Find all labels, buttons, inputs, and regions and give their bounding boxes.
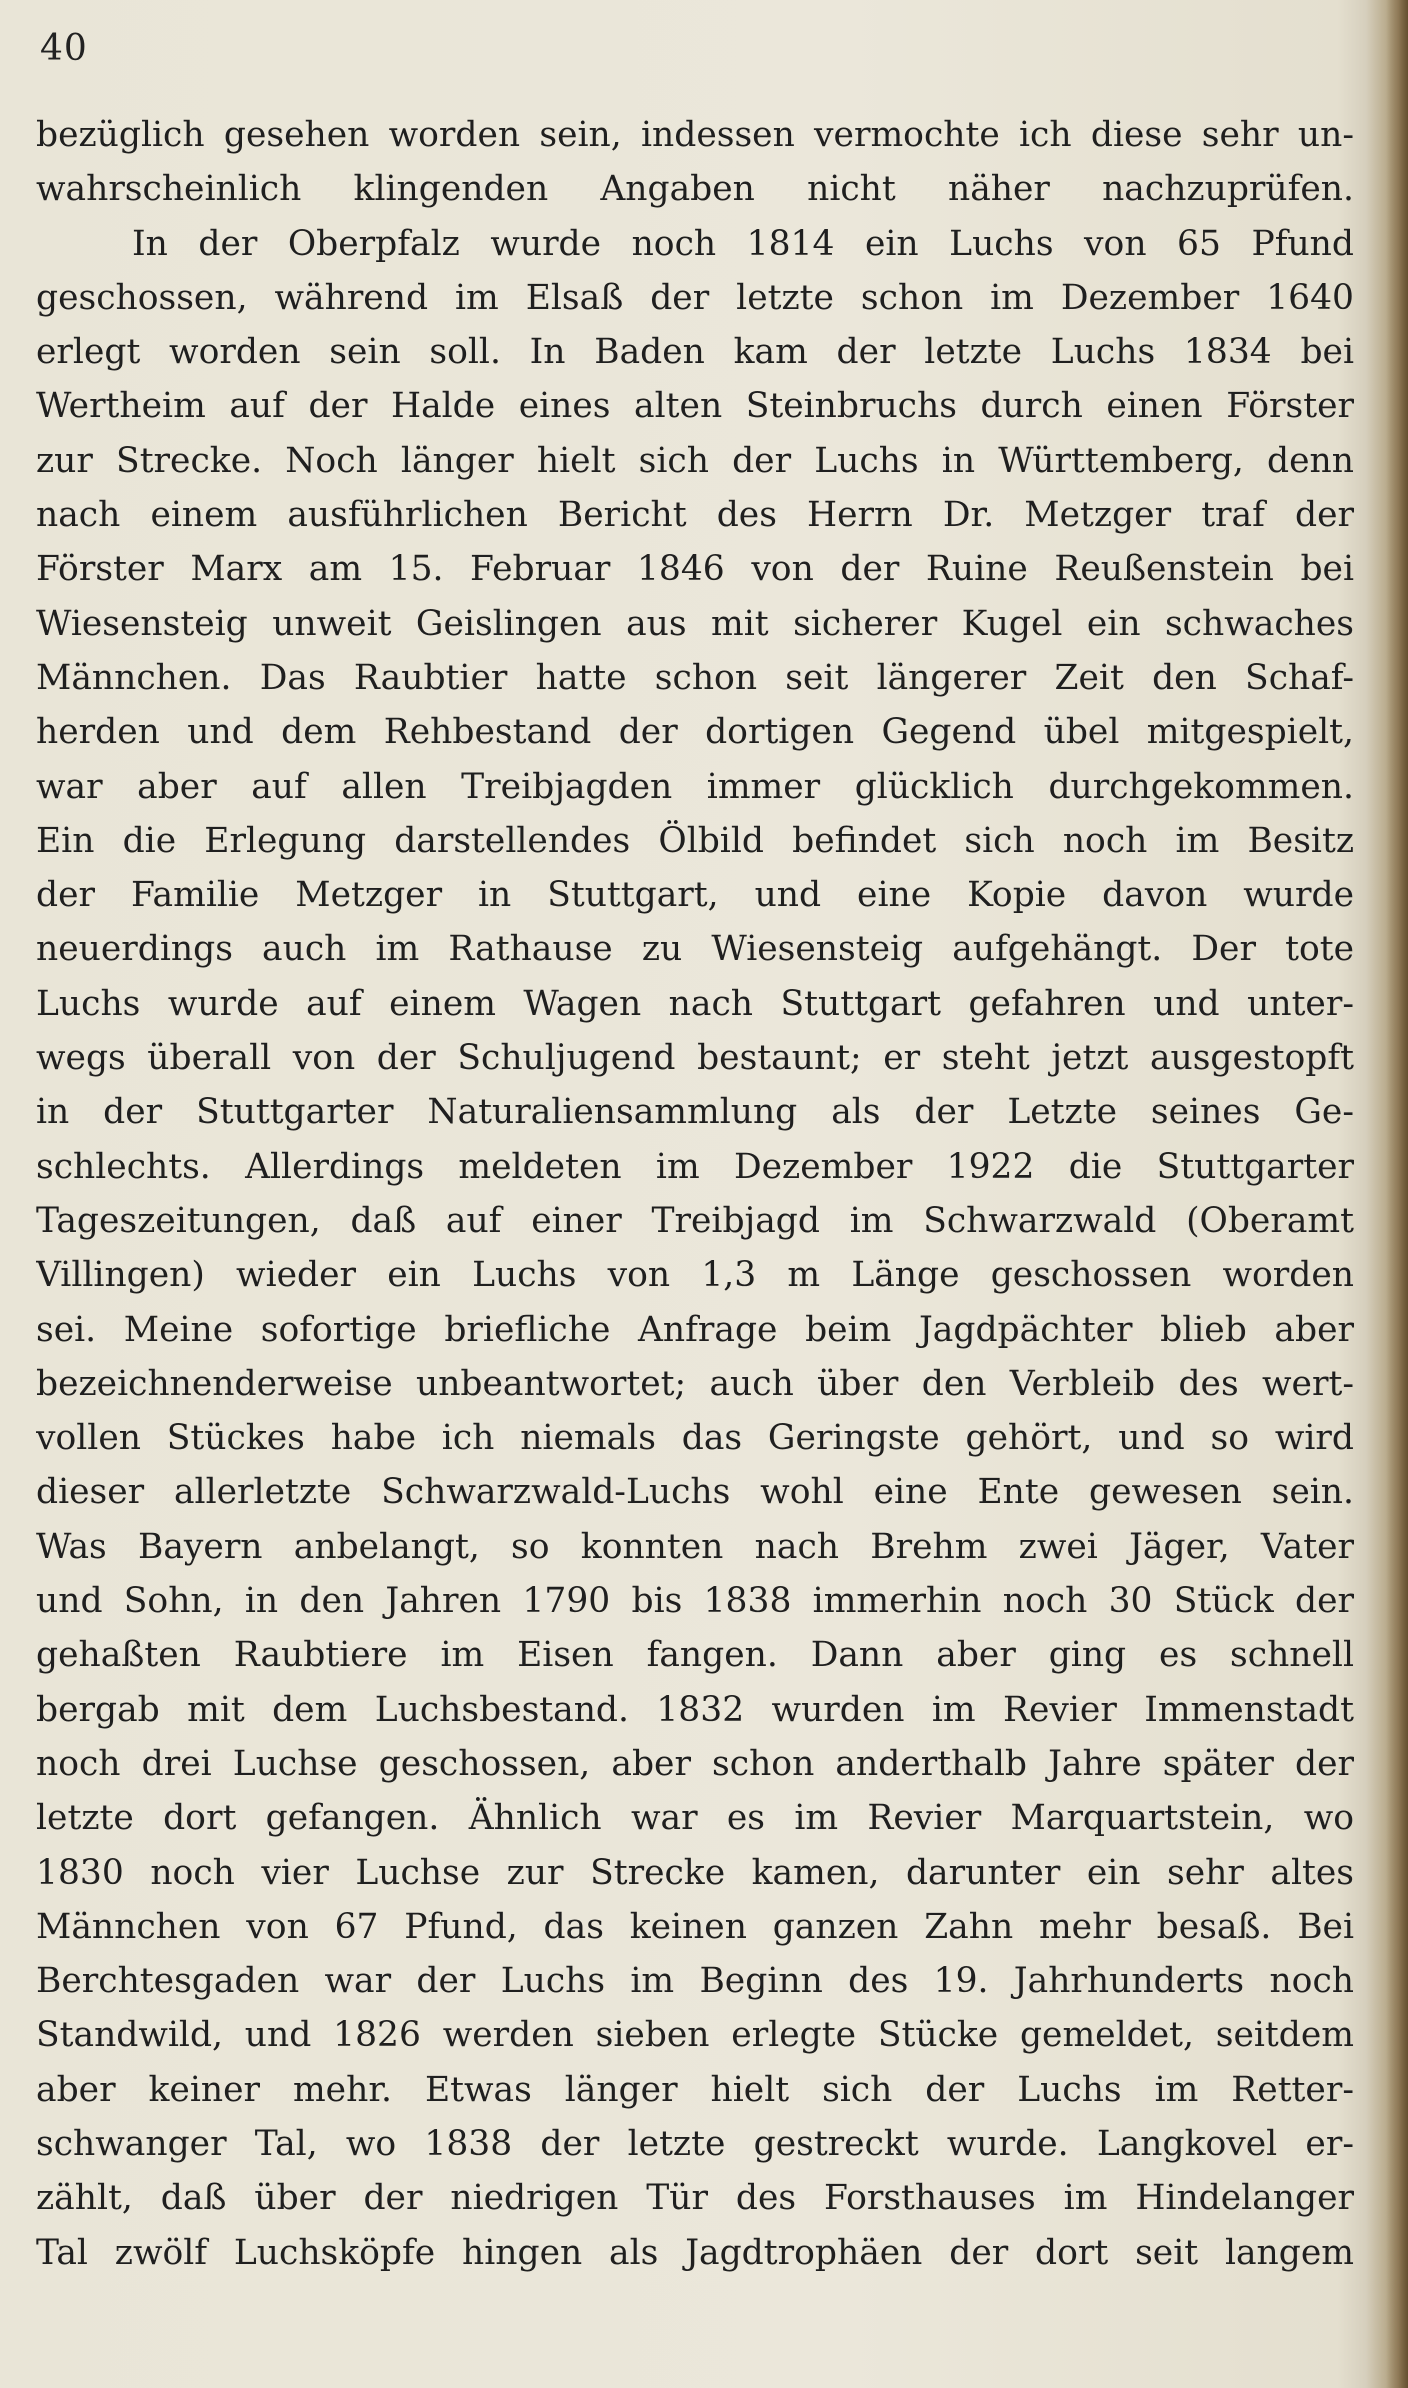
text-line: schlechts. Allerdings meldeten im Dezember 1922 die Stuttgarter [36, 1146, 1354, 1187]
text-line: der Familie Metzger in Stuttgart, und eine Kopie davon wurde [36, 875, 1354, 916]
text-line: Tal zwölf Luchsköpfe hingen als Jagdtrophäen der dort seit langem [36, 2232, 1354, 2273]
page-gutter-shadow [1386, 0, 1408, 2388]
text-line: zählt, daß über der niedrigen Tür des Forsthauses im Hindelanger [36, 2178, 1354, 2219]
text-line: Berchtesgaden war der Luchs im Beginn des 19. Jahrhunderts noch [36, 1961, 1354, 2002]
text-line: Wiesensteig unweit Geislingen aus mit sicherer Kugel ein schwaches [36, 603, 1354, 644]
text-line: nach einem ausführlichen Bericht des Herrn Dr. Metzger traf der [36, 495, 1354, 536]
text-line: Männchen von 67 Pfund, das keinen ganzen Zahn mehr besaß. Bei [36, 1906, 1354, 1947]
text-line: neuerdings auch im Rathause zu Wiesensteig aufgehängt. Der tote [36, 929, 1354, 970]
text-line: herden und dem Rehbestand der dortigen Gegend übel mitgespielt, [36, 712, 1354, 753]
text-line: noch drei Luchse geschossen, aber schon anderthalb Jahre später der [36, 1743, 1354, 1784]
text-line: vollen Stückes habe ich niemals das Geringste gehört, und so wird [36, 1418, 1354, 1459]
text-line: zur Strecke. Noch länger hielt sich der Luchs in Württemberg, denn [36, 440, 1354, 481]
text-line: Männchen. Das Raubtier hatte schon seit längerer Zeit den Schaf- [36, 657, 1354, 698]
text-line: und Sohn, in den Jahren 1790 bis 1838 immerhin noch 30 Stück der [36, 1581, 1354, 1622]
text-line: in der Stuttgarter Naturaliensammlung als der Letzte seines Ge- [36, 1092, 1354, 1133]
text-line: Luchs wurde auf einem Wagen nach Stuttgart gefahren und unter- [36, 983, 1354, 1024]
text-line: gehaßten Raubtiere im Eisen fangen. Dann aber ging es schnell [36, 1635, 1354, 1676]
text-line: Tageszeitungen, daß auf einer Treibjagd im Schwarzwald (Oberamt [36, 1200, 1354, 1241]
text-line: Villingen) wieder ein Luchs von 1,3 m Länge geschossen worden [36, 1255, 1354, 1296]
text-line: wahrscheinlich klingenden Angaben nicht näher nachzuprüfen. [36, 169, 1354, 210]
text-line: Standwild, und 1826 werden sieben erlegte Stücke gemeldet, seitdem [36, 2015, 1354, 2056]
text-line: Ein die Erlegung darstellendes Ölbild befindet sich noch im Besitz [36, 820, 1354, 861]
text-line: sei. Meine sofortige briefliche Anfrage beim Jagdpächter blieb aber [36, 1309, 1354, 1350]
text-line: bergab mit dem Luchsbestand. 1832 wurden im Revier Immenstadt [36, 1689, 1354, 1730]
text-line: bezüglich gesehen worden sein, indessen vermochte ich diese sehr un- [36, 115, 1354, 155]
text-line: schwanger Tal, wo 1838 der letzte gestreckt wurde. Langkovel er- [36, 2123, 1354, 2164]
text-line: In der Oberpfalz wurde noch 1814 ein Luchs von 65 Pfund [132, 223, 1354, 264]
text-line: 1830 noch vier Luchse zur Strecke kamen, darunter ein sehr altes [36, 1852, 1354, 1893]
text-line: war aber auf allen Treibjagden immer glücklich durchgekommen. [36, 766, 1354, 807]
text-line: letzte dort gefangen. Ähnlich war es im Revier Marquartstein, wo [36, 1798, 1354, 1839]
text-line: erlegt worden sein soll. In Baden kam der letzte Luchs 1834 bei [36, 332, 1354, 373]
text-line: geschossen, während im Elsaß der letzte schon im Dezember 1640 [36, 277, 1354, 318]
text-line: Wertheim auf der Halde eines alten Steinbruchs durch einen Förster [36, 386, 1354, 427]
page-number: 40 [40, 28, 88, 69]
text-line: bezeichnenderweise unbeantwortet; auch über den Verbleib des wert- [36, 1363, 1354, 1404]
text-line: wegs überall von der Schuljugend bestaunt; er steht jetzt ausgestopft [36, 1038, 1354, 1079]
text-line: aber keiner mehr. Etwas länger hielt sich der Luchs im Retter- [36, 2069, 1354, 2110]
body-text [36, 108, 1354, 2280]
text-line: dieser allerletzte Schwarzwald-Luchs wohl eine Ente gewesen sein. [36, 1472, 1354, 1513]
text-line: Förster Marx am 15. Februar 1846 von der Ruine Reußenstein bei [36, 549, 1354, 590]
text-line: Was Bayern anbelangt, so konnten nach Brehm zwei Jäger, Vater [36, 1526, 1354, 1567]
